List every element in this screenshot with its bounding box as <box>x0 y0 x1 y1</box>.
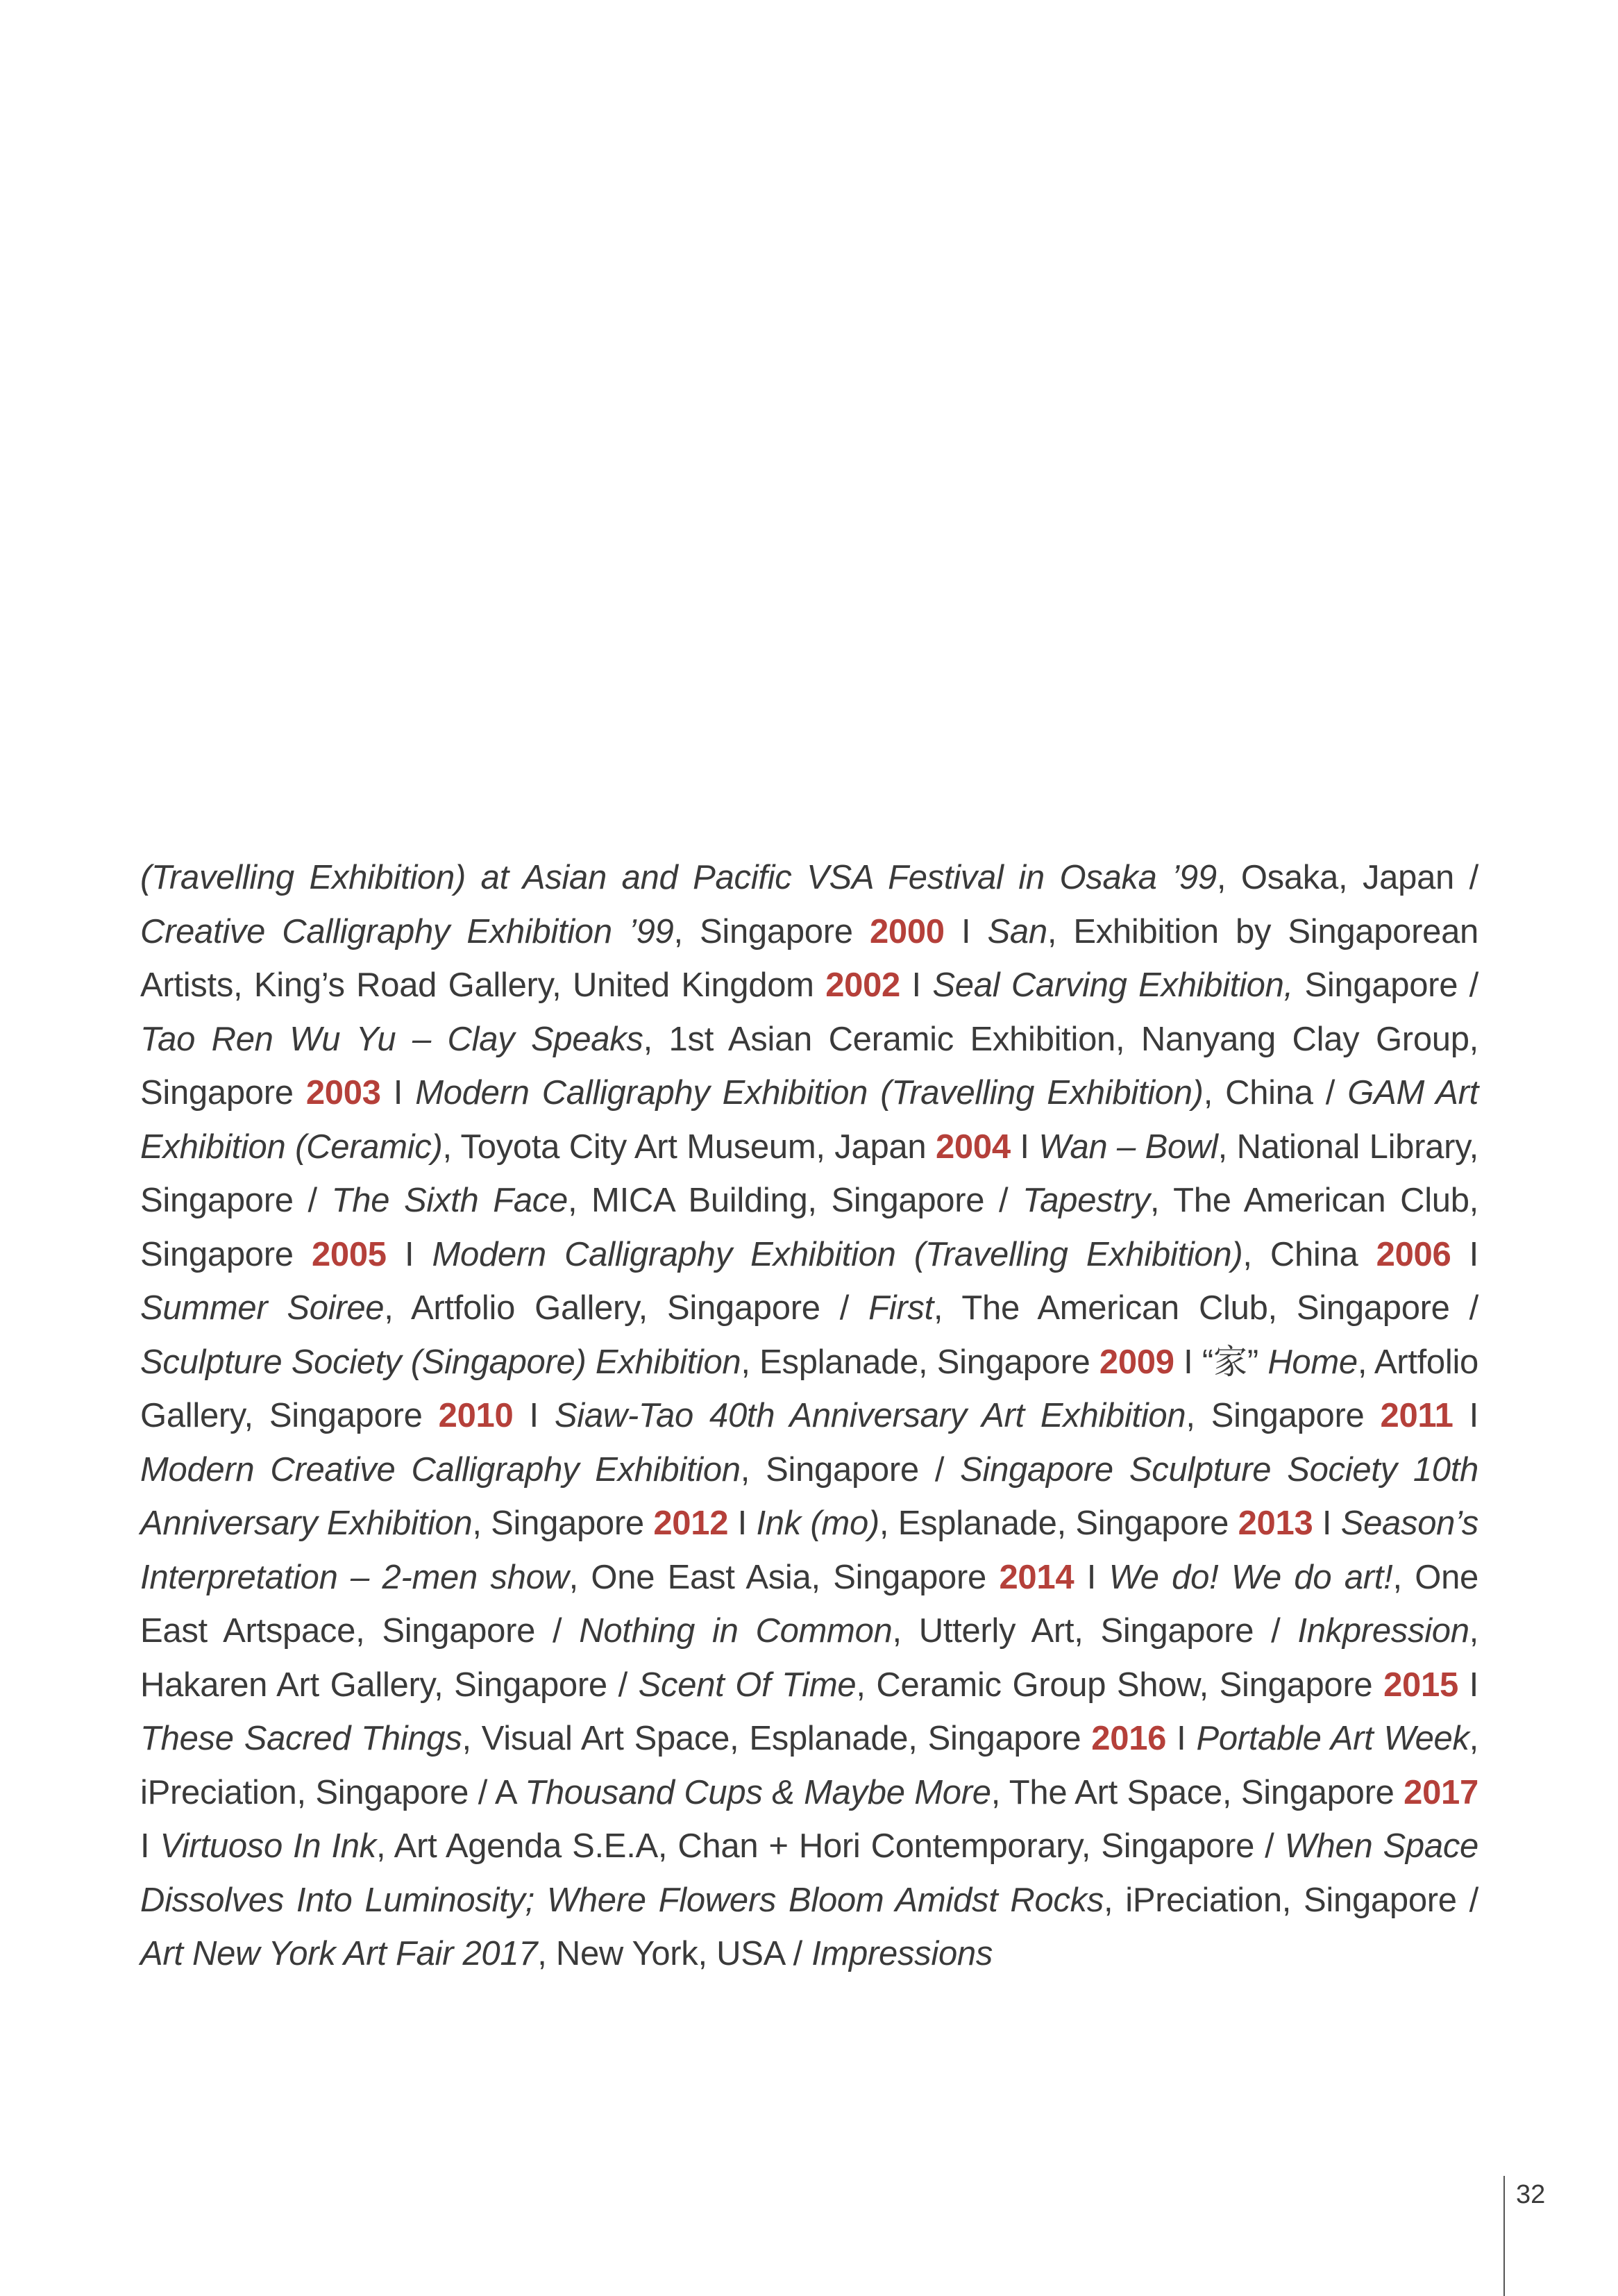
exhibition-title: Scent Of Time <box>638 1666 857 1704</box>
venue-text: I <box>1453 1397 1478 1434</box>
venue-text: I <box>386 1235 432 1273</box>
year-marker: 2010 <box>438 1397 514 1434</box>
exhibition-title: Nothing in Common <box>579 1612 893 1650</box>
year-marker: 2004 <box>935 1128 1011 1166</box>
venue-text: , Esplanade, Singapore <box>879 1505 1238 1542</box>
year-marker: 2006 <box>1376 1235 1451 1273</box>
exhibition-title: Thousand Cups & Maybe More <box>525 1773 991 1811</box>
exhibition-title: Seal Carving Exhibition, <box>932 966 1293 1004</box>
venue-text: , China / <box>1203 1074 1348 1112</box>
venue-text: I <box>513 1397 555 1434</box>
exhibition-title: Portable Art Week <box>1196 1720 1469 1757</box>
venue-text: I <box>1074 1558 1109 1596</box>
exhibition-title: Modern Calligraphy Exhibition (Travelling Exhibition) <box>432 1235 1243 1273</box>
exhibition-title: Ink (mo) <box>756 1505 879 1542</box>
venue-text: I <box>1451 1235 1478 1273</box>
exhibition-title: Singapore Sculpture Society 10th Anniversary Exhibition <box>140 1450 1479 1542</box>
year-marker: 2014 <box>999 1558 1075 1596</box>
venue-text: I <box>1313 1505 1341 1542</box>
venue-text: I <box>1458 1666 1478 1704</box>
page-number-divider <box>1503 2176 1505 2296</box>
venue-text: , Singapore <box>673 912 870 950</box>
page-number: 32 <box>1516 2180 1546 2209</box>
exhibition-title: Siaw-Tao 40th Anniversary Art Exhibition <box>554 1397 1186 1434</box>
venue-text: , Art Agenda S.E.A, Chan + Hori Contemporary, Singapore / <box>376 1827 1285 1865</box>
venue-text: , Utterly Art, Singapore / <box>892 1612 1298 1650</box>
exhibition-title: San <box>987 912 1047 950</box>
venue-text: , The American Club, Singapore <box>140 1182 1478 1273</box>
venue-text: I <box>1166 1720 1197 1757</box>
year-marker: 2000 <box>869 912 945 950</box>
year-marker: 2009 <box>1099 1343 1174 1381</box>
venue-text: I <box>944 912 988 950</box>
venue-text: , Osaka, Japan / <box>1216 859 1478 896</box>
exhibition-title: When Space Dissolves Into Luminosity; Where Flowers Bloom Amidst Rocks <box>140 1827 1478 1919</box>
exhibition-history-paragraph <box>140 851 1478 1981</box>
venue-text: , Ceramic Group Show, Singapore <box>856 1666 1384 1704</box>
venue-text: , Visual Art Space, Esplanade, Singapore <box>462 1720 1092 1757</box>
exhibition-title: Tapestry <box>1022 1182 1150 1219</box>
venue-text: , MICA Building, Singapore / <box>567 1182 1023 1219</box>
exhibition-title: Impressions <box>811 1935 993 1972</box>
year-marker: 2015 <box>1383 1666 1458 1704</box>
year-marker: 2012 <box>653 1505 729 1542</box>
exhibition-title: Modern Creative Calligraphy Exhibition <box>140 1450 741 1489</box>
venue-text: , National Library, Singapore / <box>140 1128 1478 1219</box>
venue-text: , Artfolio Gallery, Singapore <box>140 1343 1478 1434</box>
venue-text: , Singapore <box>1186 1397 1381 1434</box>
exhibition-title: These Sacred Things <box>140 1720 462 1757</box>
venue-text: , Toyota City Art Museum, Japan <box>442 1128 936 1166</box>
venue-text: , The American Club, Singapore / <box>933 1289 1478 1327</box>
exhibition-title: We do! We do art! <box>1109 1558 1393 1596</box>
venue-text: , Hakaren Art Gallery, Singapore / <box>140 1612 1478 1704</box>
venue-text: , China <box>1242 1235 1376 1273</box>
exhibition-title: Tao Ren Wu Yu – Clay Speaks <box>140 1020 643 1058</box>
venue-text: , New York, USA / <box>537 1935 812 1972</box>
year-marker: 2002 <box>825 966 901 1004</box>
exhibition-title: The Sixth Face <box>331 1182 568 1219</box>
exhibition-title: First <box>868 1289 934 1327</box>
venue-text: I “家” <box>1174 1343 1268 1381</box>
venue-text: , Artfolio Gallery, Singapore / <box>384 1289 869 1327</box>
exhibition-title: (Travelling Exhibition) at Asian and Pacific VSA Festival in Osaka ’99 <box>140 859 1217 896</box>
venue-text: I <box>380 1074 416 1112</box>
venue-text: , Esplanade, Singapore <box>741 1343 1099 1381</box>
venue-text: I <box>900 966 933 1004</box>
venue-text: Singapore / <box>1292 966 1478 1004</box>
exhibition-title: Modern Calligraphy Exhibition (Travelling Exhibition) <box>415 1074 1204 1112</box>
exhibition-title: Creative Calligraphy Exhibition ’99 <box>140 912 674 950</box>
venue-text: , Exhibition by Singaporean Artists, King’s Road Gallery, United Kingdom <box>140 912 1478 1004</box>
exhibition-title: Wan – Bowl <box>1038 1128 1218 1166</box>
year-marker: 2011 <box>1380 1397 1453 1434</box>
exhibition-title: Art New York Art Fair 2017 <box>140 1935 538 1972</box>
year-marker: 2005 <box>311 1235 387 1273</box>
year-marker: 2017 <box>1404 1773 1478 1811</box>
venue-text: , Singapore <box>472 1505 654 1542</box>
year-marker: 2013 <box>1238 1505 1313 1542</box>
venue-text: I <box>728 1505 757 1542</box>
exhibition-title: Sculpture Society (Singapore) Exhibition <box>140 1343 741 1381</box>
venue-text: , One East Asia, Singapore <box>568 1558 1000 1596</box>
venue-text: , 1st Asian Ceramic Exhibition, Nanyang Clay Group, Singapore <box>140 1020 1478 1112</box>
exhibition-title: Virtuoso In Ink <box>160 1827 376 1865</box>
venue-text: , One East Artspace, Singapore / <box>140 1558 1478 1650</box>
exhibition-title: Inkpression <box>1297 1612 1469 1650</box>
venue-text: , The Art Space, Singapore <box>991 1773 1404 1811</box>
exhibition-title: Home <box>1267 1343 1358 1381</box>
exhibition-title: GAM Art Exhibition (Ceramic) <box>140 1074 1478 1166</box>
venue-text: I <box>1010 1128 1039 1166</box>
venue-text: , iPreciation, Singapore / <box>1104 1881 1478 1919</box>
venue-text: , iPreciation, Singapore / A <box>140 1720 1478 1811</box>
year-marker: 2003 <box>305 1074 381 1112</box>
venue-text: , Singapore / <box>740 1450 961 1489</box>
exhibition-title: Season’s Interpretation – 2-men show <box>140 1505 1478 1596</box>
exhibition-title: Summer Soiree <box>140 1289 385 1327</box>
year-marker: 2016 <box>1091 1720 1167 1757</box>
venue-text: I <box>140 1827 160 1865</box>
